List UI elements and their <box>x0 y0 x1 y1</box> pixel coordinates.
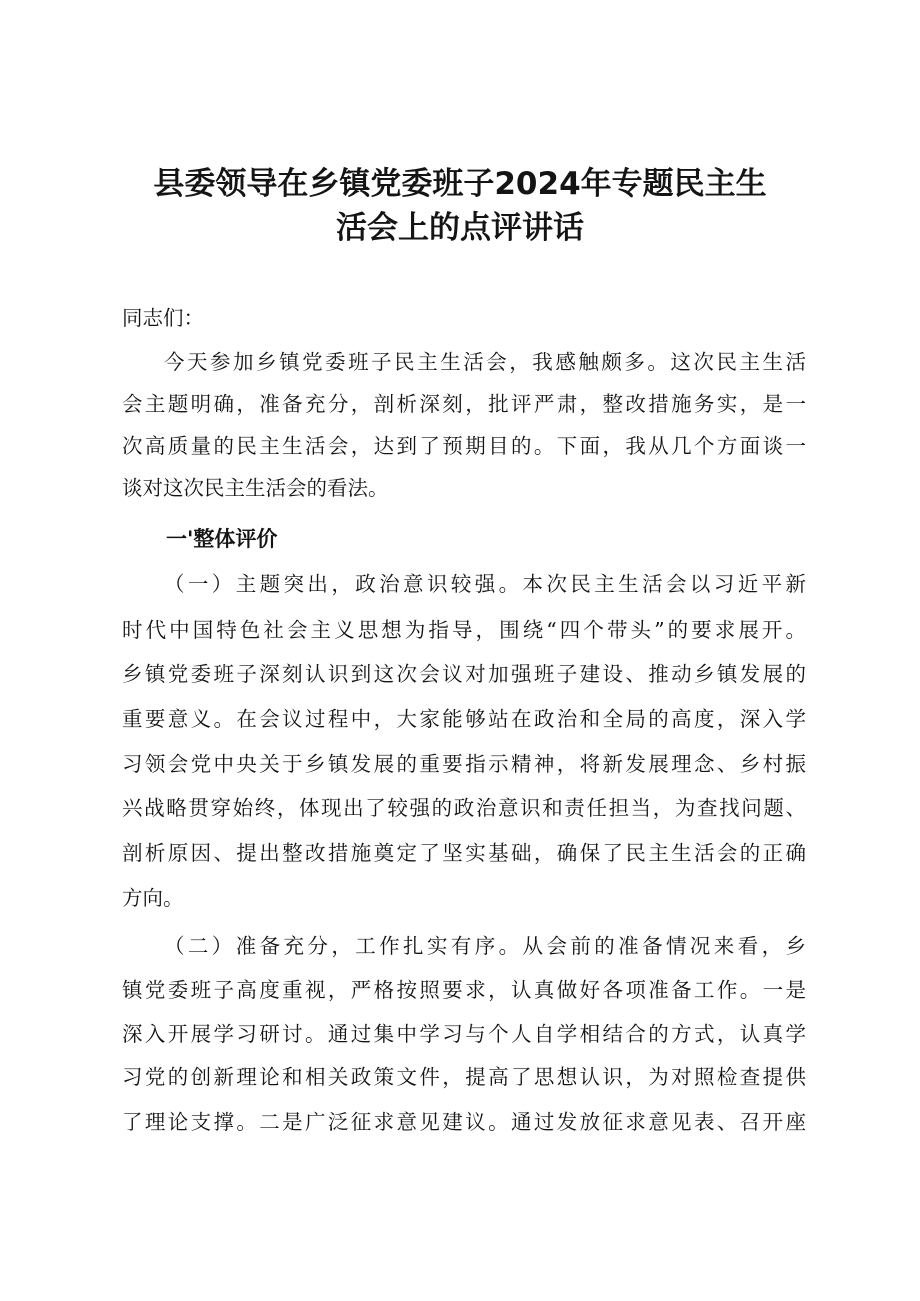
para1-line-1: （一）主题突出，政治意识较强。本次民主生活会以习近平新 <box>164 572 806 596</box>
para2-line-1: （二）准备充分，工作扎实有序。从会前的准备情况来看，乡 <box>164 934 806 958</box>
intro-line-3: 次高质量的民主生活会，达到了预期目的。下面，我从几个方面谈一 <box>122 434 806 458</box>
para1-line-2: 时代中国特色社会主义思想为指导，围绕“四个带头”的要求展开。 <box>122 618 806 642</box>
para2-line-5: 了理论支撑。二是广泛征求意见建议。通过发放征求意见表、召开座 <box>122 1110 806 1134</box>
para1-line-8: 方向。 <box>122 886 184 910</box>
document-title-line-2: 活会上的点评讲话 <box>336 210 584 246</box>
intro-line-4: 谈对这次民主生活会的看法。 <box>122 476 389 500</box>
section-heading-1: 一'整体评价 <box>166 527 278 551</box>
intro-line-1: 今天参加乡镇党委班子民主生活会，我感触颇多。这次民主生活 <box>164 350 806 374</box>
para2-line-4: 习党的创新理论和相关政策文件，提高了思想认识，为对照检查提供 <box>122 1065 806 1089</box>
para2-line-3: 深入开展学习研讨。通过集中学习与个人自学相结合的方式，认真学 <box>122 1022 806 1046</box>
salutation: 同志们： <box>122 306 204 330</box>
para2-line-2: 镇党委班子高度重视，严格按照要求，认真做好各项准备工作。一是 <box>122 978 806 1002</box>
para1-line-4: 重要意义。在会议过程中，大家能够站在政治和全局的高度，深入学 <box>122 707 806 731</box>
document-title-line-1: 县委领导在乡镇党委班子2024年专题民主生 <box>153 166 767 202</box>
para1-line-7: 剖析原因、提出整改措施奠定了坚实基础，确保了民主生活会的正确 <box>122 841 806 865</box>
para1-line-6: 兴战略贯穿始终，体现出了较强的政治意识和责任担当，为查找问题、 <box>122 796 806 820</box>
para1-line-3: 乡镇党委班子深刻认识到这次会议对加强班子建设、推动乡镇发展的 <box>122 662 806 686</box>
intro-line-2: 会主题明确，准备充分，剖析深刻，批评严肃，整改措施务实，是一 <box>122 392 806 416</box>
para1-line-5: 习领会党中央关于乡镇发展的重要指示精神，将新发展理念、乡村振 <box>122 752 806 776</box>
